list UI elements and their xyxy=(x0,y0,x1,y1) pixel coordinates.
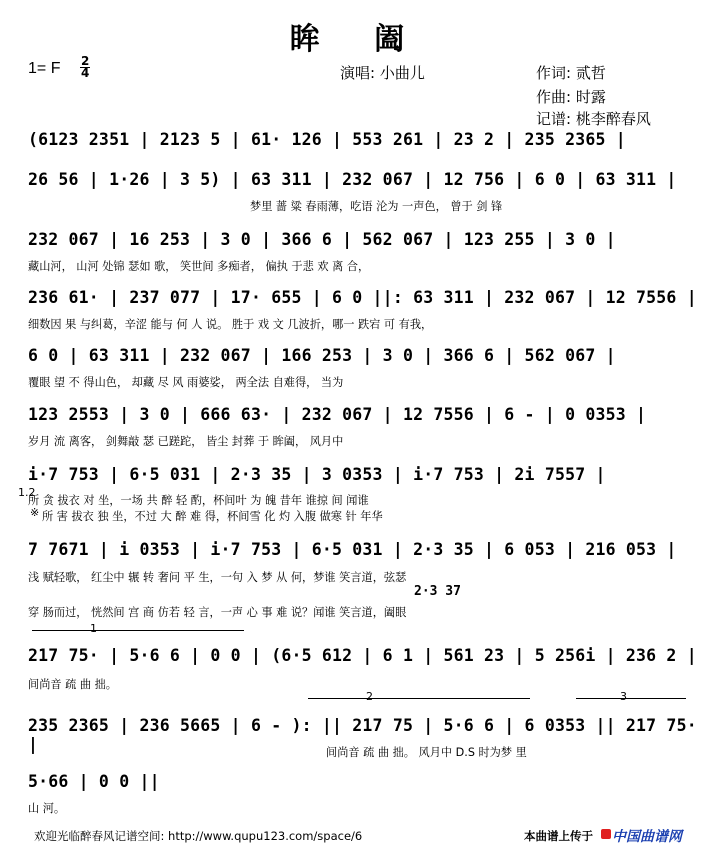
time-signature-bottom: 4 xyxy=(81,66,90,80)
song-title: 眸 阖 xyxy=(289,22,427,57)
volta-3-label: 3 xyxy=(620,690,627,703)
footer-url-text: 欢迎光临醉春风记谱空间: http://www.qupu123.com/space/6 xyxy=(34,829,363,843)
notation-line-2: 26 56 | 1·26 | 3 5) | 63 311 | 232 067 | 12 756 | 6 0 | 63 311 | xyxy=(28,170,677,189)
notation-line-11: 5·66 | 0 0 || xyxy=(28,772,160,791)
verse-mark-1-2: 1.2 xyxy=(18,486,36,499)
notation-line-4: 236 61· | 237 077 | 17· 655 | 6 0 ||: 63 311 | 232 067 | 12 7556 | xyxy=(28,288,697,307)
lyric-line-3: 细数因 果 与纠葛，辛涩 能与 何 人 说。 胜于 戏 文 几波折，哪一 跌宕 可 有我， xyxy=(28,318,433,331)
lyric-line-12: 山 河。 xyxy=(28,802,66,815)
notation-line-3: 232 067 | 16 253 | 3 0 | 366 6 | 562 067 | 123 255 | 3 0 | xyxy=(28,230,616,249)
lyric-line-6: 所 贪 拔衣 对 坐，一场 共 醉 轻 酌，杯间叶 为 魄 昔年 谁掠 间 闻谁 xyxy=(28,494,369,507)
site-logo: 中国曲谱网 xyxy=(612,829,682,845)
notation-line-8: 7 7671 | i 0353 | i·7 753 | 6·5 031 | 2·3 35 | 6 053 | 216 053 | xyxy=(28,540,677,559)
notation-line-7: i·7 753 | 6·5 031 | 2·3 35 | 3 0353 | i·7 753 | 2i 7557 | xyxy=(28,465,606,484)
lyric-line-4: 覆眼 望 不 得山色， 却藏 尽 风 雨婆娑， 两全法 自难得， 当为 xyxy=(28,376,344,389)
notation-line-10: 235 2365 | 236 5665 | 6 - ): || 217 75 | 5·6 6 | 6 0353 || 217 75· | xyxy=(28,716,697,754)
footer-upload-text: 本曲谱上传于 xyxy=(524,829,593,843)
time-signature-top: 2 xyxy=(81,54,90,68)
notation-line-5: 6 0 | 63 311 | 232 067 | 166 253 | 3 0 | 366 6 | 562 067 | xyxy=(28,346,616,365)
lyric-line-2: 藏山河， 山河 处锦 瑟如 歌， 笑世间 多痴者， 偏执 于悲 欢 离 合， xyxy=(28,260,370,273)
notation-line-6: 123 2553 | 3 0 | 666 63· | 232 067 | 12 7556 | 6 - | 0 0353 | xyxy=(28,405,647,424)
composer-credit: 作曲: 时露 xyxy=(536,88,606,106)
volta-2-bracket xyxy=(308,698,530,699)
site-logo-icon xyxy=(601,829,611,839)
lyric-line-5: 岁月 流 离客， 剑舞敲 瑟 已蹉跎， 皆尘 封葬 于 眸阖， 风月中 xyxy=(28,435,344,448)
lyric-line-8: 浅 赋轻歌， 红尘中 辗 转 奢问 平 生，一句 入 梦 从 何，梦谁 笑言道，弦瑟 xyxy=(28,571,407,584)
lyric-line-1: 梦里 蔷 粱 春雨薄，吃语 沦为 一声色， 曾于 剑 锋 xyxy=(250,200,503,213)
volta-1-label: 1 xyxy=(90,622,97,635)
notation-line-1: (6123 2351 | 2123 5 | 61· 126 | 553 261 | 23 2 | 235 2365 | xyxy=(28,130,626,149)
lyric-line-9: 穿 肠而过， 恍然间 宫 商 仿若 轻 言，一声 心 事 难 说？闻谁 笑言道，阖眼 xyxy=(28,606,407,619)
singer-credit: 演唱: 小曲儿 xyxy=(340,64,425,82)
transcriber-credit: 记谱: 桃李醉春风 xyxy=(536,110,651,128)
lyric-line-11: 间尚音 疏 曲 拙。 风月中 D.S 时为梦 里 xyxy=(326,746,527,759)
volta-1-bracket xyxy=(32,630,244,631)
lyric-line-7: 所 害 拔衣 独 坐，不过 大 醉 难 得，杯间雪 化 灼 入腹 做寒 针 年华 xyxy=(42,510,383,523)
volta-3-bracket xyxy=(576,698,686,699)
lyricist-credit: 作词: 贰哲 xyxy=(536,64,606,82)
volta-2-label: 2 xyxy=(366,690,373,703)
lyric-line-10: 间尚音 疏 曲 拙。 xyxy=(28,678,117,691)
key-signature: 1= F xyxy=(28,60,61,77)
segno-mark: ※ xyxy=(30,506,40,519)
notation-line-9: 217 75· | 5·6 6 | 0 0 | (6·5 612 | 6 1 | 561 23 | 5 256i | 236 2 | xyxy=(28,646,697,665)
time-signature xyxy=(80,56,90,79)
alternate-notation: 2·3 37 xyxy=(414,584,461,599)
